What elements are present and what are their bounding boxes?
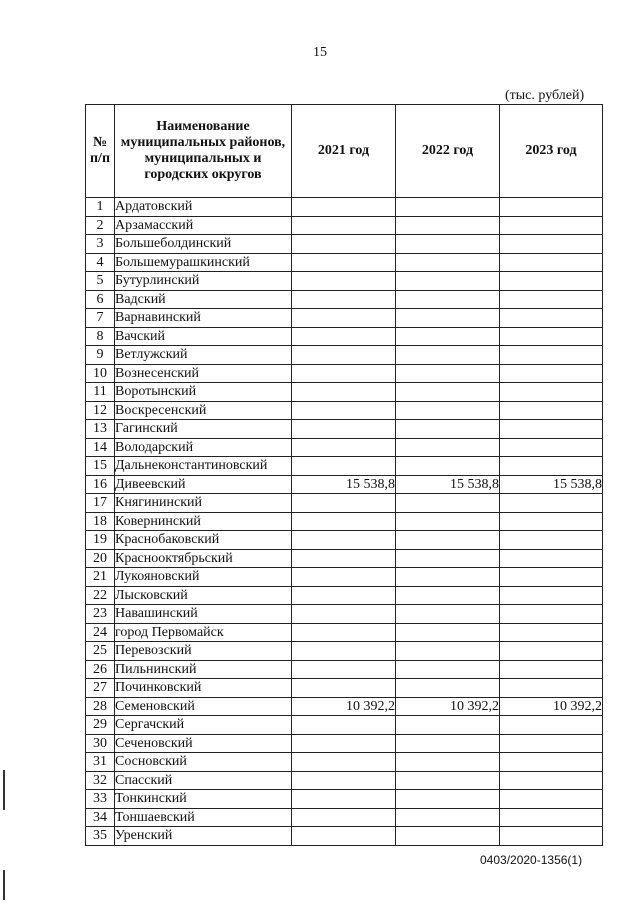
budget-table [85, 104, 603, 846]
table-row [86, 531, 603, 550]
table-row [86, 697, 603, 716]
municipality-name: Вадский [115, 290, 292, 309]
value-2021 [292, 549, 396, 568]
value-2021 [292, 586, 396, 605]
value-2021 [292, 272, 396, 291]
value-2021 [292, 346, 396, 365]
table-row [86, 827, 603, 846]
value-2022 [396, 327, 500, 346]
municipality-name: Вознесенский [115, 364, 292, 383]
value-2023 [500, 383, 603, 402]
value-2021 [292, 438, 396, 457]
row-number: 23 [86, 605, 115, 624]
municipality-name: Семеновский [115, 697, 292, 716]
value-2022 [396, 383, 500, 402]
row-number: 15 [86, 457, 115, 476]
value-2022: 10 392,2 [396, 697, 500, 716]
value-2023 [500, 808, 603, 827]
value-2023 [500, 716, 603, 735]
table-row [86, 568, 603, 587]
value-2023 [500, 216, 603, 235]
value-2021 [292, 364, 396, 383]
header-year-2021: 2021 год [292, 105, 396, 198]
value-2022 [396, 549, 500, 568]
table-row [86, 605, 603, 624]
row-number: 10 [86, 364, 115, 383]
value-2021 [292, 235, 396, 254]
value-2022 [396, 753, 500, 772]
row-number: 14 [86, 438, 115, 457]
row-number: 17 [86, 494, 115, 513]
value-2022 [396, 420, 500, 439]
value-2023 [500, 494, 603, 513]
row-number: 35 [86, 827, 115, 846]
row-number: 16 [86, 475, 115, 494]
value-2021 [292, 623, 396, 642]
table-row [86, 438, 603, 457]
table-row [86, 401, 603, 420]
value-2023 [500, 734, 603, 753]
value-2022: 15 538,8 [396, 475, 500, 494]
value-2022 [396, 290, 500, 309]
table-row [86, 346, 603, 365]
value-2023: 15 538,8 [500, 475, 603, 494]
value-2022 [396, 235, 500, 254]
municipality-name: Навашинский [115, 605, 292, 624]
value-2022 [396, 716, 500, 735]
value-2023 [500, 364, 603, 383]
table-row [86, 475, 603, 494]
value-2021 [292, 531, 396, 550]
value-2023 [500, 549, 603, 568]
value-2022 [396, 457, 500, 476]
municipality-name: Воскресенский [115, 401, 292, 420]
units-label: (тыс. рублей) [505, 88, 585, 103]
table-row [86, 216, 603, 235]
municipality-name: Краснобаковский [115, 531, 292, 550]
row-number: 7 [86, 309, 115, 328]
row-number: 3 [86, 235, 115, 254]
value-2021 [292, 216, 396, 235]
value-2022 [396, 216, 500, 235]
municipality-name: Большемурашкинский [115, 253, 292, 272]
table-row [86, 253, 603, 272]
table-row [86, 660, 603, 679]
table-row [86, 327, 603, 346]
value-2023 [500, 290, 603, 309]
table-row [86, 716, 603, 735]
value-2021 [292, 383, 396, 402]
table-row [86, 309, 603, 328]
value-2022 [396, 309, 500, 328]
row-number: 33 [86, 790, 115, 809]
municipality-name: Починковский [115, 679, 292, 698]
value-2021: 15 538,8 [292, 475, 396, 494]
value-2023 [500, 272, 603, 291]
municipality-name: Лысковский [115, 586, 292, 605]
value-2022 [396, 438, 500, 457]
row-number: 1 [86, 198, 115, 217]
table-row [86, 290, 603, 309]
row-number: 26 [86, 660, 115, 679]
value-2021 [292, 420, 396, 439]
value-2021 [292, 494, 396, 513]
value-2023 [500, 642, 603, 661]
value-2022 [396, 401, 500, 420]
value-2022 [396, 364, 500, 383]
value-2022 [396, 346, 500, 365]
value-2022 [396, 771, 500, 790]
value-2023 [500, 327, 603, 346]
municipality-name: Воротынский [115, 383, 292, 402]
left-margin-mark [3, 770, 5, 810]
value-2023 [500, 438, 603, 457]
table-row [86, 512, 603, 531]
value-2023 [500, 679, 603, 698]
value-2023 [500, 827, 603, 846]
table-row [86, 753, 603, 772]
municipality-name: Володарский [115, 438, 292, 457]
municipality-name: Спасский [115, 771, 292, 790]
row-number: 20 [86, 549, 115, 568]
value-2022 [396, 605, 500, 624]
value-2023 [500, 753, 603, 772]
municipality-name: Краснооктябрьский [115, 549, 292, 568]
table-row [86, 235, 603, 254]
value-2023 [500, 512, 603, 531]
value-2022 [396, 808, 500, 827]
municipality-name: Гагинский [115, 420, 292, 439]
value-2023 [500, 586, 603, 605]
table-row [86, 790, 603, 809]
row-number: 27 [86, 679, 115, 698]
row-number: 8 [86, 327, 115, 346]
value-2023 [500, 568, 603, 587]
value-2021 [292, 660, 396, 679]
row-number: 25 [86, 642, 115, 661]
row-number: 9 [86, 346, 115, 365]
value-2023: 10 392,2 [500, 697, 603, 716]
value-2021 [292, 642, 396, 661]
header-number: № п/п [86, 105, 115, 198]
value-2021 [292, 457, 396, 476]
table-row [86, 771, 603, 790]
municipality-name: Тоншаевский [115, 808, 292, 827]
value-2021: 10 392,2 [292, 697, 396, 716]
municipality-name: город Первомайск [115, 623, 292, 642]
row-number: 11 [86, 383, 115, 402]
table-row [86, 623, 603, 642]
value-2022 [396, 827, 500, 846]
value-2022 [396, 512, 500, 531]
row-number: 28 [86, 697, 115, 716]
table-header-row [86, 105, 603, 198]
row-number: 19 [86, 531, 115, 550]
table-row [86, 808, 603, 827]
municipality-name: Ковернинский [115, 512, 292, 531]
row-number: 21 [86, 568, 115, 587]
value-2023 [500, 457, 603, 476]
value-2022 [396, 568, 500, 587]
table-row [86, 549, 603, 568]
municipality-name: Арзамасский [115, 216, 292, 235]
header-year-2023: 2023 год [500, 105, 603, 198]
value-2022 [396, 642, 500, 661]
municipality-name: Сеченовский [115, 734, 292, 753]
municipality-name: Перевозский [115, 642, 292, 661]
table-row [86, 420, 603, 439]
value-2021 [292, 753, 396, 772]
value-2023 [500, 346, 603, 365]
value-2022 [396, 679, 500, 698]
value-2021 [292, 734, 396, 753]
value-2023 [500, 605, 603, 624]
value-2022 [396, 623, 500, 642]
value-2021 [292, 290, 396, 309]
value-2023 [500, 771, 603, 790]
table-row [86, 457, 603, 476]
municipality-name: Бутурлинский [115, 272, 292, 291]
row-number: 32 [86, 771, 115, 790]
table-row [86, 198, 603, 217]
value-2021 [292, 198, 396, 217]
municipality-name: Лукояновский [115, 568, 292, 587]
value-2021 [292, 327, 396, 346]
row-number: 6 [86, 290, 115, 309]
municipality-name: Тонкинский [115, 790, 292, 809]
value-2023 [500, 660, 603, 679]
value-2021 [292, 827, 396, 846]
table-row [86, 586, 603, 605]
value-2021 [292, 790, 396, 809]
row-number: 13 [86, 420, 115, 439]
value-2023 [500, 531, 603, 550]
value-2021 [292, 605, 396, 624]
value-2021 [292, 808, 396, 827]
value-2023 [500, 401, 603, 420]
municipality-name: Варнавинский [115, 309, 292, 328]
municipality-name: Большеболдинский [115, 235, 292, 254]
row-number: 18 [86, 512, 115, 531]
value-2021 [292, 716, 396, 735]
document-code: 0403/2020-1356(1) [480, 853, 583, 867]
table-row [86, 364, 603, 383]
table-row [86, 272, 603, 291]
row-number: 5 [86, 272, 115, 291]
table-row [86, 679, 603, 698]
value-2023 [500, 309, 603, 328]
row-number: 22 [86, 586, 115, 605]
table-row [86, 642, 603, 661]
municipality-name: Уренский [115, 827, 292, 846]
row-number: 24 [86, 623, 115, 642]
municipality-name: Княгининский [115, 494, 292, 513]
value-2023 [500, 253, 603, 272]
value-2022 [396, 586, 500, 605]
table-row [86, 734, 603, 753]
value-2021 [292, 309, 396, 328]
row-number: 31 [86, 753, 115, 772]
municipality-name: Сосновский [115, 753, 292, 772]
value-2021 [292, 568, 396, 587]
value-2022 [396, 272, 500, 291]
municipality-name: Ардатовский [115, 198, 292, 217]
value-2022 [396, 734, 500, 753]
value-2021 [292, 401, 396, 420]
value-2021 [292, 679, 396, 698]
row-number: 4 [86, 253, 115, 272]
value-2022 [396, 790, 500, 809]
value-2022 [396, 253, 500, 272]
header-year-2022: 2022 год [396, 105, 500, 198]
municipality-name: Вачский [115, 327, 292, 346]
value-2021 [292, 512, 396, 531]
row-number: 34 [86, 808, 115, 827]
value-2023 [500, 420, 603, 439]
value-2021 [292, 253, 396, 272]
value-2022 [396, 494, 500, 513]
value-2023 [500, 235, 603, 254]
table-row [86, 494, 603, 513]
value-2023 [500, 198, 603, 217]
value-2022 [396, 198, 500, 217]
value-2021 [292, 771, 396, 790]
municipality-name: Ветлужский [115, 346, 292, 365]
header-municipality: Наименование муниципальных районов, муниципальных и городских округов [115, 105, 292, 198]
row-number: 29 [86, 716, 115, 735]
municipality-name: Сергачский [115, 716, 292, 735]
left-margin-mark [3, 870, 5, 900]
municipality-name: Дивеевский [115, 475, 292, 494]
page-number: 15 [313, 45, 327, 60]
value-2022 [396, 660, 500, 679]
row-number: 2 [86, 216, 115, 235]
value-2022 [396, 531, 500, 550]
row-number: 12 [86, 401, 115, 420]
table-row [86, 383, 603, 402]
municipality-name: Дальнеконстантиновский [115, 457, 292, 476]
value-2023 [500, 790, 603, 809]
row-number: 30 [86, 734, 115, 753]
municipality-name: Пильнинский [115, 660, 292, 679]
value-2023 [500, 623, 603, 642]
